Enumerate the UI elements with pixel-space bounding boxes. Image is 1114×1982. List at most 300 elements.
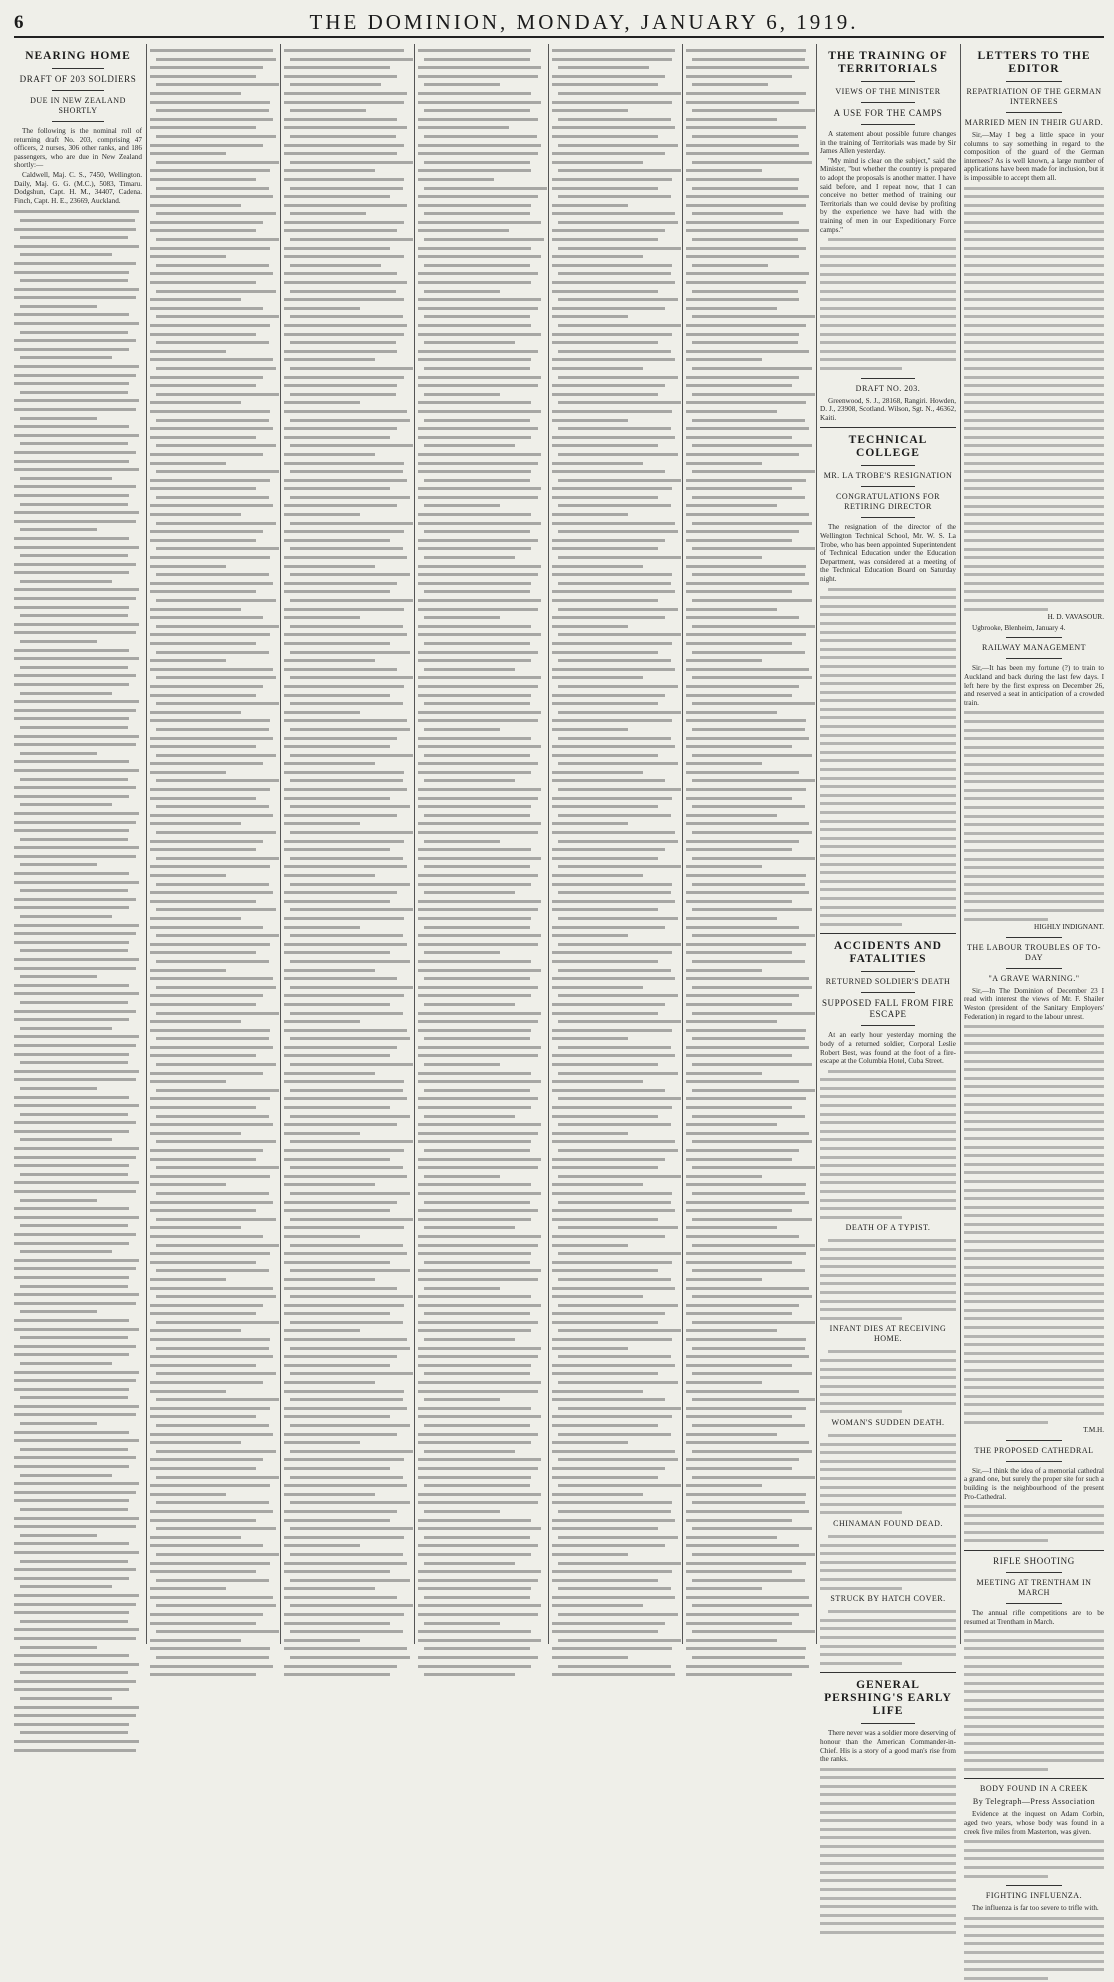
text-line (820, 1075, 956, 1084)
text-line (150, 639, 276, 648)
text-line (686, 725, 812, 734)
text-line (14, 577, 142, 586)
text-line (552, 123, 678, 132)
text-line (686, 1301, 812, 1310)
text-line (686, 89, 812, 98)
text-line (964, 587, 1104, 596)
text-line (418, 201, 544, 210)
text-line (686, 1043, 812, 1052)
text-line (14, 1213, 142, 1222)
text-line (820, 1483, 956, 1492)
text-line (552, 587, 678, 596)
text-line (284, 338, 410, 347)
text-line (686, 527, 812, 536)
text-line (150, 132, 276, 141)
text-line (150, 587, 276, 596)
text-line (686, 1009, 812, 1018)
text-line (150, 1559, 276, 1568)
text-line (14, 207, 142, 216)
text-line (552, 579, 678, 588)
text-line (686, 819, 812, 828)
text-line (418, 819, 544, 828)
text-line (14, 1496, 142, 1505)
text-line (284, 441, 410, 450)
text-line (820, 911, 956, 920)
text-line (964, 304, 1104, 313)
text-line (964, 510, 1104, 519)
text-line (14, 1677, 142, 1686)
text-line (552, 1550, 678, 1559)
text-line (150, 1464, 276, 1473)
text-line (820, 355, 956, 364)
text-line (150, 424, 276, 433)
text-line (686, 1112, 812, 1121)
text-line (964, 1872, 1104, 1881)
text-line (418, 278, 544, 287)
subhead-repatriation: REPATRIATION OF THE GERMAN INTERNEES (966, 87, 1102, 106)
text-line (284, 1369, 410, 1378)
text-line (284, 1455, 410, 1464)
text-line (686, 948, 812, 957)
text-line (418, 1644, 544, 1653)
text-line (552, 716, 678, 725)
text-line (552, 1619, 678, 1628)
text-line (964, 1039, 1104, 1048)
text-line (964, 562, 1104, 571)
newspaper-page (14, 10, 1104, 1913)
text-line (686, 1533, 812, 1542)
text-line (964, 450, 1104, 459)
text-line (686, 1326, 812, 1335)
text-line (284, 1103, 410, 1112)
text-line (150, 201, 276, 210)
text-line (284, 605, 410, 614)
text-line (418, 476, 544, 485)
text-line (284, 407, 410, 416)
text-line (686, 398, 812, 407)
text-line (964, 1400, 1104, 1409)
text-line (686, 1593, 812, 1602)
text-line (686, 1584, 812, 1593)
text-line (284, 622, 410, 631)
text-line (284, 1206, 410, 1215)
text-line (418, 1086, 544, 1095)
text-line (150, 244, 276, 253)
text-line (552, 433, 678, 442)
text-line (284, 1593, 410, 1602)
text-line (14, 1565, 142, 1574)
text-line (686, 1541, 812, 1550)
text-line (686, 501, 812, 510)
text-line (150, 1335, 276, 1344)
text-line (418, 441, 544, 450)
text-line (284, 416, 410, 425)
text-line (150, 1258, 276, 1267)
text-line (964, 1846, 1104, 1855)
text-line (552, 527, 678, 536)
text-line (14, 1393, 142, 1402)
text-line (686, 751, 812, 760)
text-line (686, 1627, 812, 1636)
text-line (14, 1419, 142, 1428)
text-line (552, 691, 678, 700)
text-line (150, 1009, 276, 1018)
text-line (284, 1498, 410, 1507)
text-line (150, 1455, 276, 1464)
text-line (418, 1232, 544, 1241)
text-line (964, 1528, 1104, 1537)
text-line (14, 1221, 142, 1230)
text-line (150, 1284, 276, 1293)
text-line (686, 1644, 812, 1653)
text-line (150, 1481, 276, 1490)
text-line (964, 717, 1104, 726)
text-line (552, 802, 678, 811)
text-line (418, 1094, 544, 1103)
text-line (418, 1455, 544, 1464)
text-line (686, 536, 812, 545)
text-line (150, 1129, 276, 1138)
text-line (14, 1325, 142, 1334)
text-line (686, 467, 812, 476)
text-line (418, 424, 544, 433)
text-line (284, 63, 410, 72)
text-line (150, 1601, 276, 1610)
text-line (418, 596, 544, 605)
text-line (964, 1220, 1104, 1229)
text-line (284, 570, 410, 579)
text-line (552, 1498, 678, 1507)
text-line (14, 938, 142, 947)
headline-pershing: GENERAL PERSHING'S EARLY LIFE (824, 1679, 952, 1718)
text-line (14, 225, 142, 234)
text-line (686, 553, 812, 562)
text-line (552, 1430, 678, 1439)
text-line (686, 613, 812, 622)
text-line (964, 596, 1104, 605)
text-line (150, 1180, 276, 1189)
text-line (150, 656, 276, 665)
text-line (820, 860, 956, 869)
text-line (284, 244, 410, 253)
text-line (964, 1117, 1104, 1126)
text-line (686, 648, 812, 657)
text-line (552, 1000, 678, 1009)
text-line (552, 1069, 678, 1078)
text-line (964, 416, 1104, 425)
text-line (820, 1440, 956, 1449)
text-line (284, 948, 410, 957)
text-line (150, 708, 276, 717)
text-line (14, 371, 142, 380)
text-line (284, 347, 410, 356)
text-line (150, 433, 276, 442)
text-line (150, 1198, 276, 1207)
text-line (418, 1593, 544, 1602)
text-line (284, 1584, 410, 1593)
text-line (686, 1309, 812, 1318)
text-line (964, 915, 1104, 924)
text-line (14, 1660, 142, 1669)
text-line (14, 405, 142, 414)
text-line (150, 484, 276, 493)
text-line (964, 381, 1104, 390)
text-line (418, 1241, 544, 1250)
text-line (150, 123, 276, 132)
text-line (14, 654, 142, 663)
rifle-text: The annual rifle competitions are to be resumed at Trentham in March. (964, 1609, 1104, 1626)
text-line (14, 706, 142, 715)
subhead-congratulations: CONGRATULATIONS FOR RETIRING DIRECTOR (836, 492, 940, 512)
text-line (686, 201, 812, 210)
text-line (552, 1447, 678, 1456)
text-line (284, 1490, 410, 1499)
text-line (284, 1352, 410, 1361)
text-line (552, 261, 678, 270)
text-line (150, 776, 276, 785)
text-line (964, 1263, 1104, 1272)
text-line (552, 966, 678, 975)
text-line (820, 1624, 956, 1633)
text-line (284, 1180, 410, 1189)
text-line (964, 1357, 1104, 1366)
text-line (964, 846, 1104, 855)
text-line (284, 957, 410, 966)
text-line (686, 98, 812, 107)
text-line (686, 1034, 812, 1043)
text-line (418, 1077, 544, 1086)
text-line (686, 570, 812, 579)
text-line (552, 1284, 678, 1293)
text-line (552, 347, 678, 356)
text-line (964, 1297, 1104, 1306)
text-line (14, 491, 142, 500)
text-line (686, 923, 812, 932)
text-line (14, 1273, 142, 1282)
text-line (418, 312, 544, 321)
column-7 (820, 44, 956, 1764)
text-line (284, 880, 410, 889)
text-line (284, 55, 410, 64)
text-line (14, 345, 142, 354)
text-line (552, 682, 678, 691)
text-line (686, 665, 812, 674)
text-line (418, 1301, 544, 1310)
text-line (964, 605, 1104, 614)
text-line (418, 665, 544, 674)
text-line (14, 981, 142, 990)
subhead-railway: RAILWAY MANAGEMENT (981, 643, 1087, 653)
text-line (964, 863, 1104, 872)
text-line (686, 587, 812, 596)
text-line (964, 786, 1104, 795)
text-line (14, 1634, 142, 1643)
text-line (14, 1316, 142, 1325)
text-line (964, 1151, 1104, 1160)
text-line (820, 619, 956, 628)
text-line (820, 1118, 956, 1127)
text-line (418, 1559, 544, 1568)
text-line (284, 1060, 410, 1069)
text-line (284, 665, 410, 674)
text-line (552, 184, 678, 193)
text-line (284, 1077, 410, 1086)
text-line (14, 319, 142, 328)
text-line (284, 579, 410, 588)
text-line (552, 467, 678, 476)
text-line (284, 166, 410, 175)
text-line (820, 1876, 956, 1885)
letter-repatriation-text: Sir,—May I beg a little space in your columns to say something in regard to the composition of the guard of the German internees? As is well known, a large number of applications have been made for inclusion, but it is impossible to accept them all. (964, 131, 1104, 182)
text-line (284, 450, 410, 459)
text-line (150, 209, 276, 218)
text-line (418, 587, 544, 596)
text-line (284, 312, 410, 321)
text-line (150, 579, 276, 588)
text-line (150, 845, 276, 854)
text-line (686, 630, 812, 639)
subhead-woman: WOMAN'S SUDDEN DEATH. (831, 1418, 945, 1428)
text-line (686, 1559, 812, 1568)
text-line (686, 1344, 812, 1353)
text-line (418, 1601, 544, 1610)
text-line (284, 80, 410, 89)
text-line (284, 381, 410, 390)
text-line (820, 1347, 956, 1356)
text-line (686, 209, 812, 218)
text-line (686, 287, 812, 296)
text-line (686, 991, 812, 1000)
text-line (284, 1421, 410, 1430)
text-line (150, 751, 276, 760)
text-line (284, 1275, 410, 1284)
text-line (418, 1318, 544, 1327)
text-line (686, 682, 812, 691)
text-line (14, 353, 142, 362)
text-line (552, 1662, 678, 1671)
text-line (964, 1246, 1104, 1255)
text-line (418, 1516, 544, 1525)
text-line (418, 1490, 544, 1499)
text-line (418, 269, 544, 278)
text-line (964, 1653, 1104, 1662)
text-line (820, 688, 956, 697)
text-line (284, 1627, 410, 1636)
text-line (284, 536, 410, 545)
text-line (964, 1392, 1104, 1401)
text-line (418, 1292, 544, 1301)
text-line (284, 759, 410, 768)
text-line (820, 1236, 956, 1245)
subhead-typist: DEATH OF A TYPIST. (845, 1223, 931, 1233)
text-line (686, 1610, 812, 1619)
text-line (552, 1567, 678, 1576)
text-line (150, 407, 276, 416)
text-line (964, 1065, 1104, 1074)
text-line (418, 751, 544, 760)
text-line (14, 1591, 142, 1600)
text-line (964, 1134, 1104, 1143)
text-line (14, 818, 142, 827)
text-line (820, 312, 956, 321)
text-line (14, 671, 142, 680)
text-line (964, 390, 1104, 399)
text-line (418, 149, 544, 158)
subhead-rifle-shooting: RIFLE SHOOTING (993, 1556, 1075, 1567)
text-line (284, 1129, 410, 1138)
divider (52, 68, 103, 69)
text-line (150, 1541, 276, 1550)
text-line (14, 1247, 142, 1256)
training-intro: A statement about possible future changes in the training of Territorials was made by Sir James Allen yesterday. (820, 130, 956, 156)
text-line (686, 699, 812, 708)
text-line (820, 868, 956, 877)
text-line (418, 742, 544, 751)
text-line (552, 1421, 678, 1430)
text-line (418, 785, 544, 794)
text-line (964, 519, 1104, 528)
text-line (820, 765, 956, 774)
text-line (686, 1670, 812, 1679)
text-line (964, 1739, 1104, 1748)
text-line (150, 1000, 276, 1009)
text-line (418, 1163, 544, 1172)
text-line (14, 1402, 142, 1411)
text-line (820, 1650, 956, 1659)
text-line (820, 834, 956, 843)
text-line (686, 673, 812, 682)
text-line (552, 407, 678, 416)
text-line (14, 1453, 142, 1462)
draft-intro: The following is the nominal roll of returning draft No. 203, comprising 47 officers, 2 nurses, 306 other ranks, and 186 passengers, who are due in New Zealand shortly:— (14, 127, 142, 170)
text-line (686, 1026, 812, 1035)
text-line (284, 1473, 410, 1482)
text-line (418, 1043, 544, 1052)
text-line (552, 819, 678, 828)
text-line (14, 474, 142, 483)
text-line (686, 1473, 812, 1482)
text-line (552, 1464, 678, 1473)
text-line (820, 1161, 956, 1170)
text-line (820, 662, 956, 671)
text-line (150, 1206, 276, 1215)
text-line (150, 338, 276, 347)
text-line (14, 1608, 142, 1617)
text-line (14, 310, 142, 319)
masthead (14, 10, 1104, 38)
text-line (150, 974, 276, 983)
text-line (552, 424, 678, 433)
text-line (150, 1670, 276, 1679)
text-line (552, 1644, 678, 1653)
text-line (418, 1584, 544, 1593)
column-rule (682, 44, 683, 1644)
text-line (552, 1473, 678, 1482)
text-line (552, 450, 678, 459)
text-line (284, 1447, 410, 1456)
text-line (284, 1559, 410, 1568)
text-line (150, 622, 276, 631)
column-5-name-list (552, 44, 678, 1644)
text-line (552, 837, 678, 846)
text-line (686, 1369, 812, 1378)
text-line (686, 519, 812, 528)
text-line (820, 1399, 956, 1408)
newspaper-title: THE DOMINION, MONDAY, JANUARY 6, 1919. (309, 10, 859, 34)
text-line (552, 338, 678, 347)
text-line (820, 1279, 956, 1288)
text-line (820, 1101, 956, 1110)
